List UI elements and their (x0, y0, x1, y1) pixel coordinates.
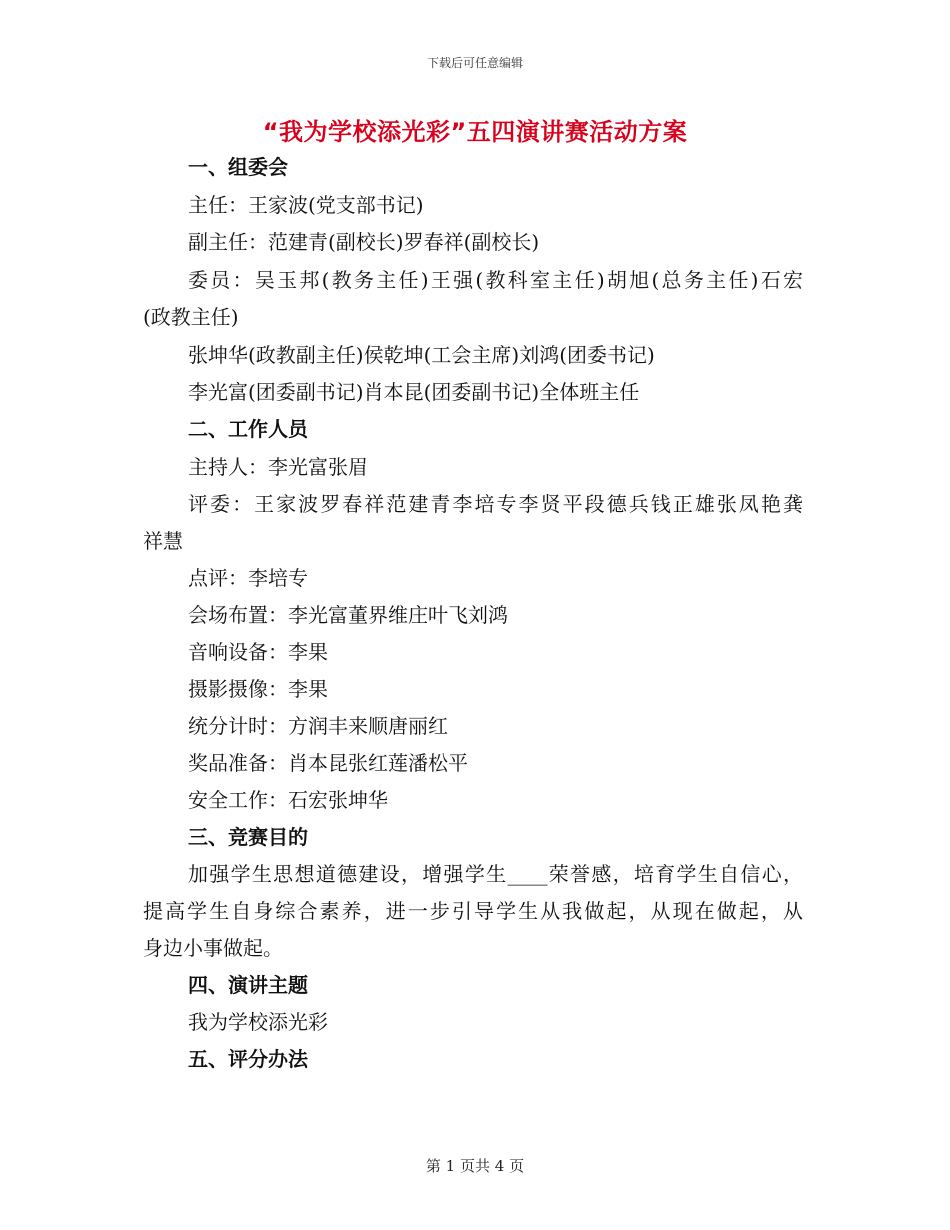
section-heading-scoring: 五、评分办法 (188, 1047, 308, 1071)
page-footer: 第 1 页共 4 页 (425, 1157, 525, 1175)
staff-judges-line-1: 评委：王家波罗春祥范建青李培专李贤平段德兵钱正雄张凤艳龚 (188, 492, 803, 516)
committee-director: 主任：王家波(党支部书记) (188, 193, 424, 217)
section-heading-committee: 一、组委会 (188, 155, 288, 179)
header-note: 下载后可任意编辑 (426, 56, 523, 70)
section-heading-purpose: 三、竞赛目的 (188, 825, 308, 849)
staff-scoring: 统分计时：方润丰来顺唐丽红 (188, 714, 448, 738)
staff-judges-line-2: 祥慧 (143, 529, 183, 553)
purpose-line-1: 加强学生思想道德建设，增强学生____荣誉感，培育学生自信心， (188, 862, 803, 886)
staff-audio: 音响设备：李果 (188, 640, 328, 664)
purpose-line-2: 提高学生自身综合素养，进一步引导学生从我做起，从现在做起，从 (143, 899, 803, 923)
staff-safety: 安全工作：石宏张坤华 (188, 788, 388, 812)
section-heading-staff: 二、工作人员 (188, 417, 308, 441)
staff-prizes: 奖品准备：肖本昆张红莲潘松平 (188, 751, 468, 775)
committee-members-line-1: 委员：吴玉邦(教务主任)王强(教科室主任)胡旭(总务主任)石宏 (188, 268, 803, 292)
committee-vice-director: 副主任：范建青(副校长)罗春祥(副校长) (188, 230, 540, 254)
staff-reviewer: 点评：李培专 (188, 566, 308, 590)
staff-photo: 摄影摄像：李果 (188, 677, 328, 701)
document-title: “我为学校添光彩”五四演讲赛活动方案 (262, 118, 688, 146)
purpose-line-3: 身边小事做起。 (143, 936, 283, 960)
committee-members-line-4: 李光富(团委副书记)肖本昆(团委副书记)全体班主任 (188, 380, 640, 404)
staff-venue: 会场布置：李光富董界维庄叶飞刘鸿 (188, 603, 508, 627)
committee-members-line-2: (政教主任) (143, 305, 239, 329)
theme-text: 我为学校添光彩 (188, 1010, 328, 1034)
staff-host: 主持人：李光富张眉 (188, 455, 368, 479)
section-heading-theme: 四、演讲主题 (188, 973, 308, 997)
committee-members-line-3: 张坤华(政教副主任)侯乾坤(工会主席)刘鸿(团委书记) (188, 343, 655, 367)
